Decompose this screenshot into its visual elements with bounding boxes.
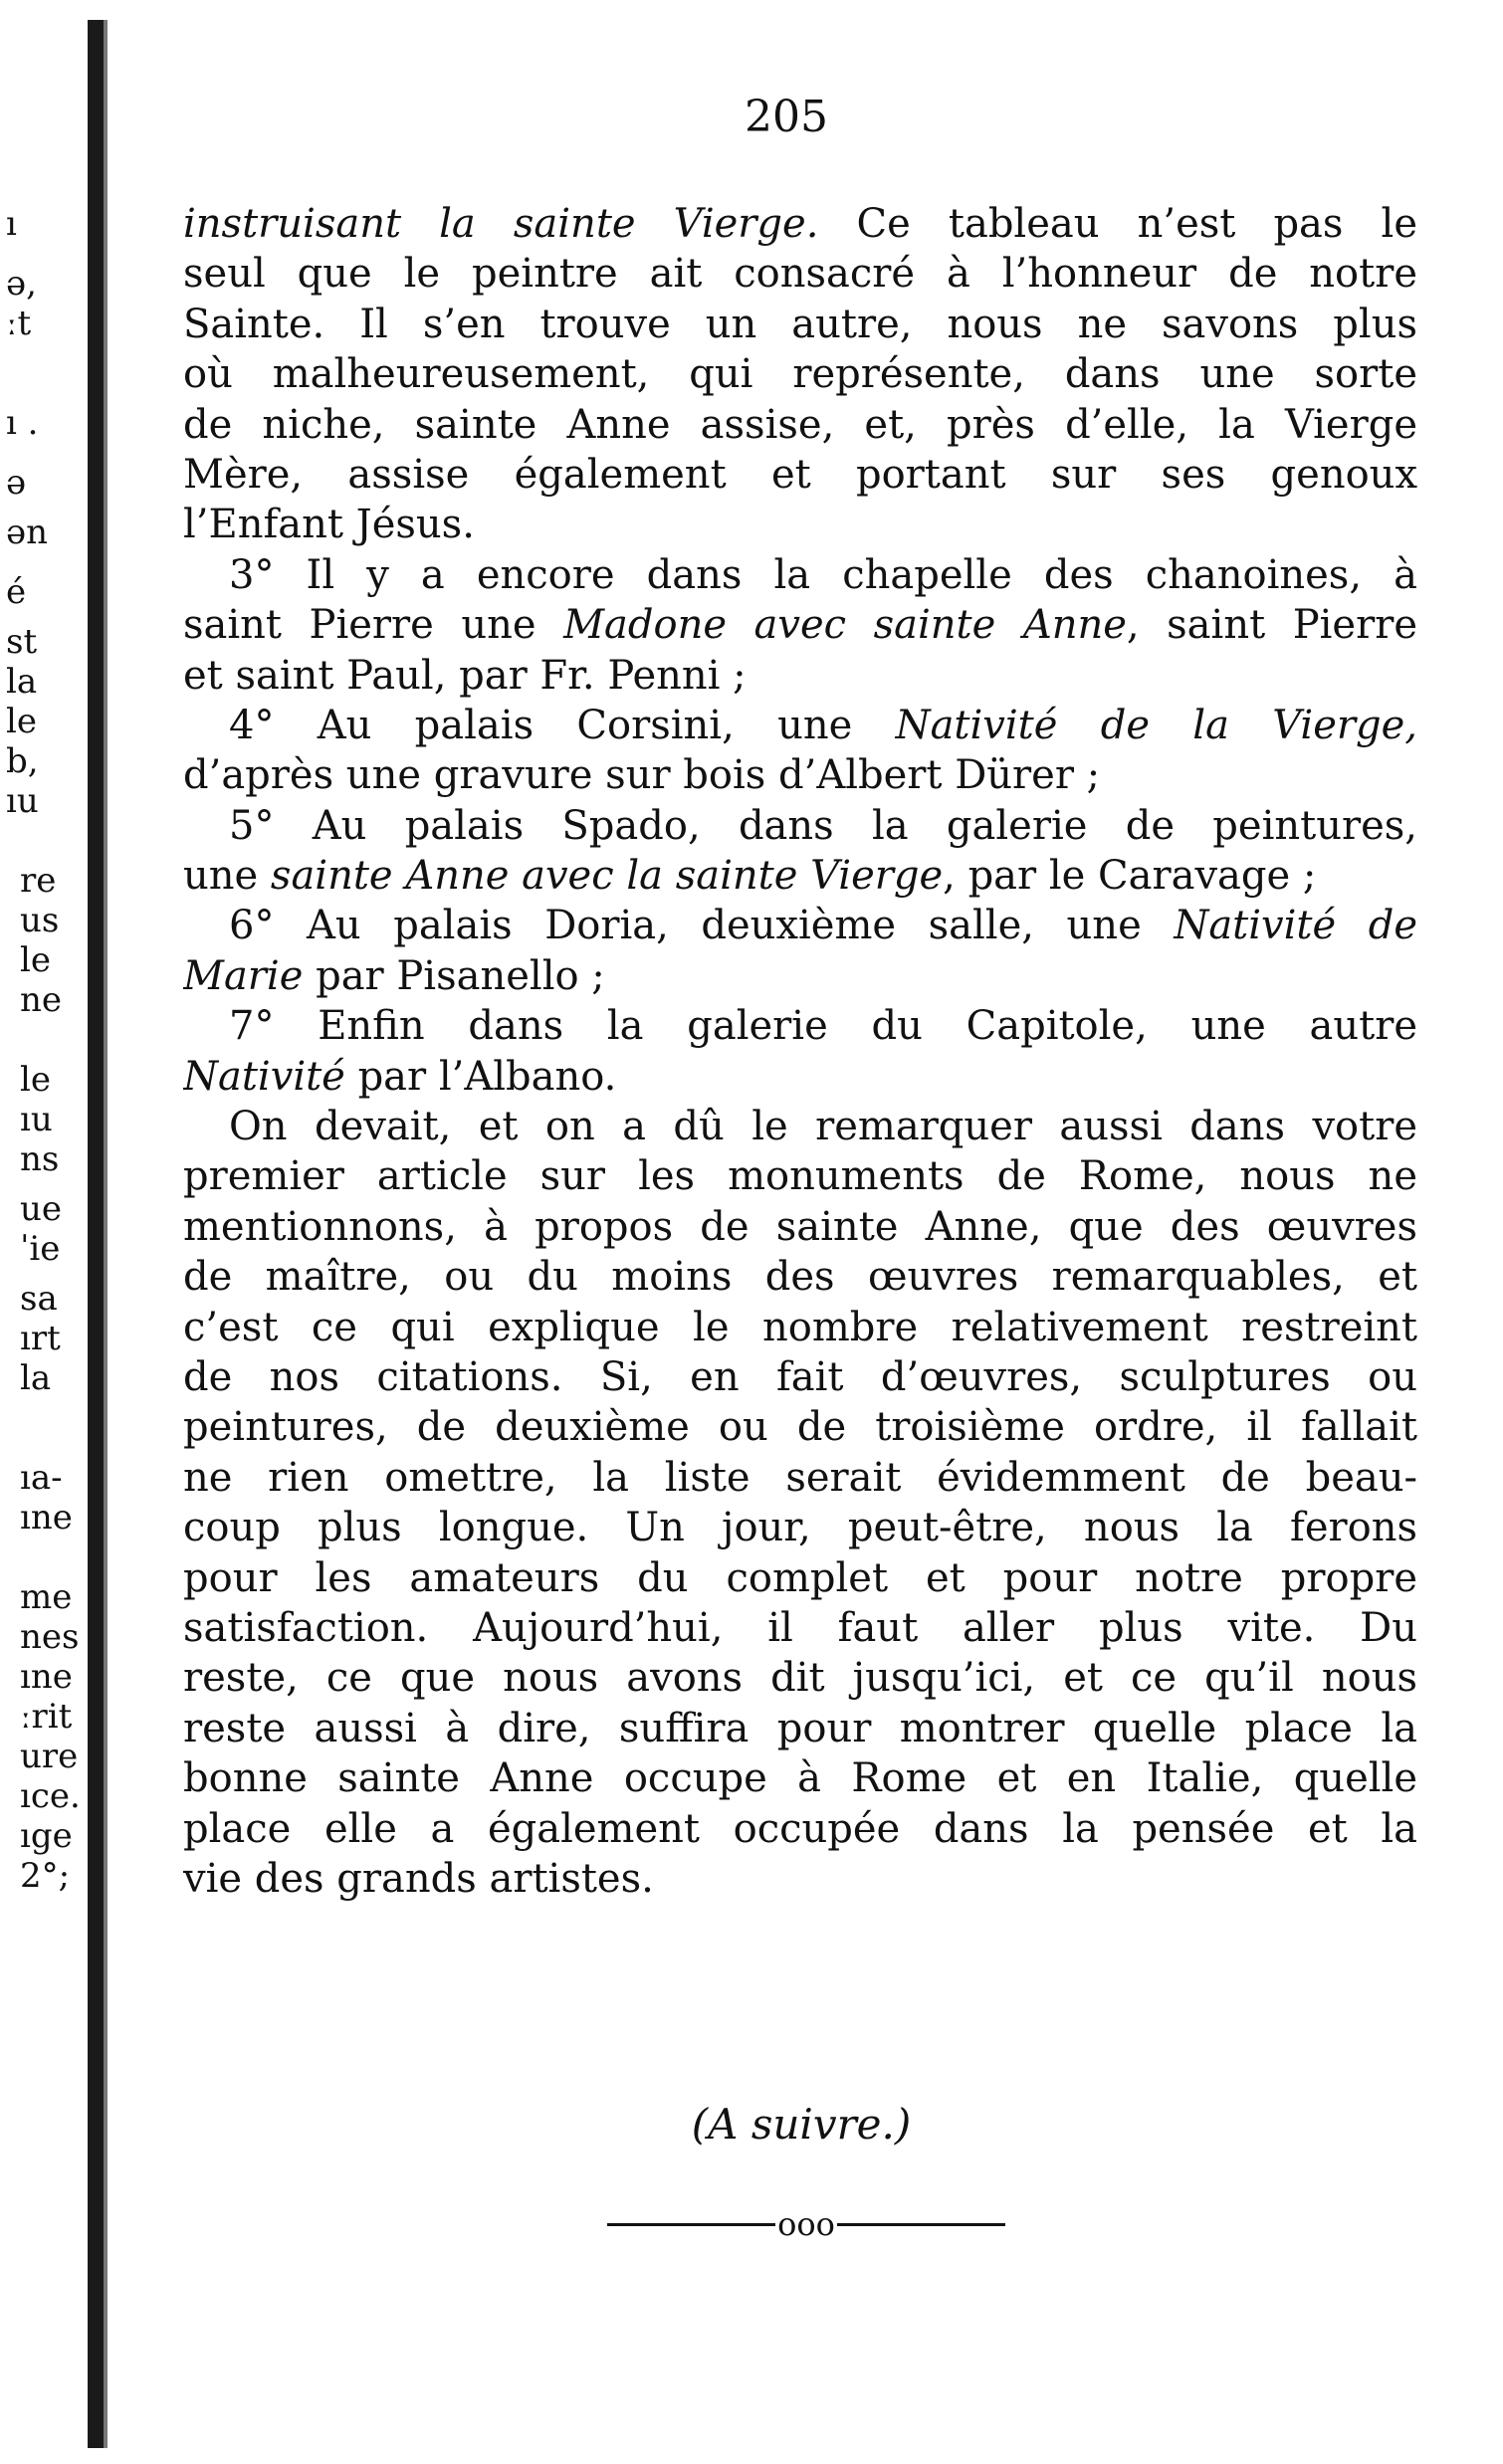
text-segment: par l’Albano. [344, 1053, 617, 1100]
continuation-text: (A suivre.) [691, 2100, 912, 2149]
margin-fragment: b, [6, 741, 39, 781]
text-line [183, 300, 1417, 349]
margin-fragment: ıu [20, 1100, 53, 1139]
text-segment: où malheureusement, qui représente, dans une sorte [183, 351, 1417, 398]
margin-fragment: ıne [20, 1498, 73, 1538]
text-line [183, 951, 1417, 1001]
text-line [183, 701, 1417, 750]
text-segment: 5° Au palais Spado, dans la galerie de peintures, [229, 802, 1417, 849]
margin-fragment: ı . [6, 403, 39, 443]
margin-fragment: st [6, 622, 38, 662]
text-line [183, 400, 1417, 450]
text-line [183, 199, 1417, 249]
separator-rule-left [607, 2223, 775, 2226]
text-segment: 6° Au palais Doria, deuxième salle, une [229, 903, 1175, 949]
margin-fragment: ǝ, [6, 264, 37, 304]
text-segment: place elle a également occupée dans la pensée et la [183, 1805, 1417, 1852]
margin-fragment: ǝ [6, 463, 27, 503]
text-line [183, 1854, 1417, 1904]
text-line [183, 1753, 1417, 1803]
section-separator [607, 2199, 1005, 2249]
margin-fragment: ure [20, 1737, 79, 1776]
text-line [183, 1603, 1417, 1653]
text-line [183, 1001, 1417, 1051]
text-line [183, 600, 1417, 650]
margin-fragment: ˈie [20, 1229, 61, 1269]
text-segment: l’Enfant Jésus. [183, 502, 475, 548]
text-line [183, 1252, 1417, 1302]
text-line [183, 1303, 1417, 1352]
text-segment: coup plus longue. Un jour, peut-être, nous la ferons [183, 1505, 1417, 1551]
text-line [183, 550, 1417, 600]
text-segment: d’après une gravure sur bois d’Albert Dürer ; [183, 752, 1101, 799]
text-segment: Sainte. Il s’en trouve un autre, nous ne savons plus [183, 301, 1417, 347]
margin-fragment: me [20, 1577, 73, 1617]
italic-title: instruisant la sainte Vierge. [183, 201, 819, 247]
text-segment: mentionnons, à propos de sainte Anne, que des œuvres [183, 1203, 1417, 1250]
text-segment: , saint Pierre [1126, 602, 1417, 649]
margin-fragment: ıge [20, 1816, 73, 1856]
text-segment: bonne sainte Anne occupe à Rome et en Italie, quelle [183, 1755, 1417, 1802]
margin-fragment: ıce. [20, 1776, 81, 1816]
text-segment: saint Pierre une [183, 602, 564, 649]
margin-fragment: la [6, 662, 38, 702]
text-line [183, 1402, 1417, 1452]
page-gutter-bar [88, 20, 104, 2448]
text-line [183, 1503, 1417, 1552]
text-segment: satisfaction. Aujourd’hui, il faut aller plus vite. Du [183, 1604, 1417, 1651]
margin-fragment: ns [20, 1139, 60, 1179]
text-segment: premier article sur les monuments de Rome, nous ne [183, 1153, 1417, 1200]
italic-title: Madone avec sainte Anne [563, 602, 1127, 649]
text-segment: 7° Enfin dans la galerie du Capitole, une autre [229, 1003, 1417, 1050]
margin-fragment: le [20, 1060, 51, 1100]
text-segment: vie des grands artistes. [183, 1855, 654, 1902]
text-segment: peintures, de deuxième ou de troisième ordre, il fallait [183, 1404, 1417, 1451]
text-segment: et saint Paul, par Fr. Penni ; [183, 652, 747, 699]
text-segment: par Pisanello ; [303, 952, 605, 999]
margin-fragment: ue [20, 1189, 63, 1229]
text-line [183, 1704, 1417, 1753]
margin-fragment: ırt [20, 1319, 61, 1358]
separator-mark: ooo [777, 2205, 835, 2243]
text-segment: ne rien omettre, la liste serait évidemment de beau- [183, 1454, 1417, 1501]
margin-fragment: 2°; [20, 1856, 71, 1896]
text-segment: une [183, 853, 271, 900]
margin-fragment: ne [20, 980, 63, 1020]
text-line [183, 1102, 1417, 1151]
italic-title: Marie [183, 952, 304, 999]
text-line [183, 1653, 1417, 1703]
text-line [183, 1453, 1417, 1503]
margin-fragment: nes [20, 1617, 80, 1657]
margin-fragment: ıa- [20, 1458, 63, 1498]
margin-fragment: sa [20, 1279, 58, 1319]
continuation-note [677, 2100, 926, 2149]
text-segment: , par le Caravage ; [943, 853, 1317, 900]
text-segment: reste aussi à dire, suffira pour montrer quelle place la [183, 1705, 1417, 1751]
text-line [183, 851, 1417, 901]
margin-fragment: re [20, 861, 57, 901]
italic-title: Nativité de la Vierge, [895, 702, 1417, 748]
text-segment: Ce tableau n’est pas le [818, 201, 1417, 247]
text-segment: Mère, assise également et portant sur ses genoux [183, 451, 1417, 498]
text-line [183, 450, 1417, 500]
text-line [183, 349, 1417, 399]
margin-fragment: ıne [20, 1657, 73, 1697]
margin-fragment: ːt [6, 304, 32, 343]
text-line [183, 1202, 1417, 1252]
text-line [183, 1151, 1417, 1201]
text-line [183, 1352, 1417, 1402]
text-segment: pour les amateurs du complet et pour notre propre [183, 1554, 1417, 1601]
text-segment: de niche, sainte Anne assise, et, près d’elle, la Vierge [183, 401, 1417, 448]
text-line [183, 500, 1417, 549]
text-segment: seul que le peintre ait consacré à l’honneur de notre [183, 251, 1417, 298]
italic-title: Nativité de [1174, 903, 1417, 949]
page-number: 205 [745, 92, 828, 142]
text-segment: 3° Il y a encore dans la chapelle des chanoines, à [229, 551, 1417, 598]
text-segment: de maître, ou du moins des œuvres remarquables, et [183, 1254, 1417, 1301]
margin-fragment: la [20, 1358, 52, 1398]
text-segment: On devait, et on a dû le remarquer aussi dans votre [229, 1104, 1417, 1150]
separator-rule-right [837, 2223, 1005, 2226]
text-segment: 4° Au palais Corsini, une [229, 702, 896, 748]
margin-fragment: é [6, 572, 27, 612]
text-line [183, 1553, 1417, 1603]
margin-fragment: ıu [6, 781, 39, 821]
text-line [183, 801, 1417, 851]
margin-fragment: ǝn [6, 513, 49, 552]
body-text [183, 199, 1417, 1904]
text-line [183, 1804, 1417, 1854]
margin-fragment: ı [6, 207, 17, 244]
margin-fragment: us [20, 901, 60, 940]
text-line [183, 1052, 1417, 1102]
margin-fragment: le [20, 940, 51, 980]
text-line [183, 901, 1417, 950]
italic-title: sainte Anne avec la sainte Vierge [270, 853, 944, 900]
text-segment: c’est ce qui explique le nombre relativement restreint [183, 1304, 1417, 1350]
previous-page-column-fragments [0, 207, 86, 2237]
italic-title: Nativité [183, 1053, 345, 1100]
text-line [183, 750, 1417, 800]
margin-fragment: ːrit [20, 1697, 73, 1737]
text-segment: de nos citations. Si, en fait d’œuvres, sculptures ou [183, 1353, 1417, 1400]
text-line [183, 651, 1417, 701]
margin-fragment: le [6, 702, 37, 741]
text-segment: reste, ce que nous avons dit jusqu’ici, et ce qu’il nous [183, 1655, 1417, 1702]
text-line [183, 249, 1417, 299]
